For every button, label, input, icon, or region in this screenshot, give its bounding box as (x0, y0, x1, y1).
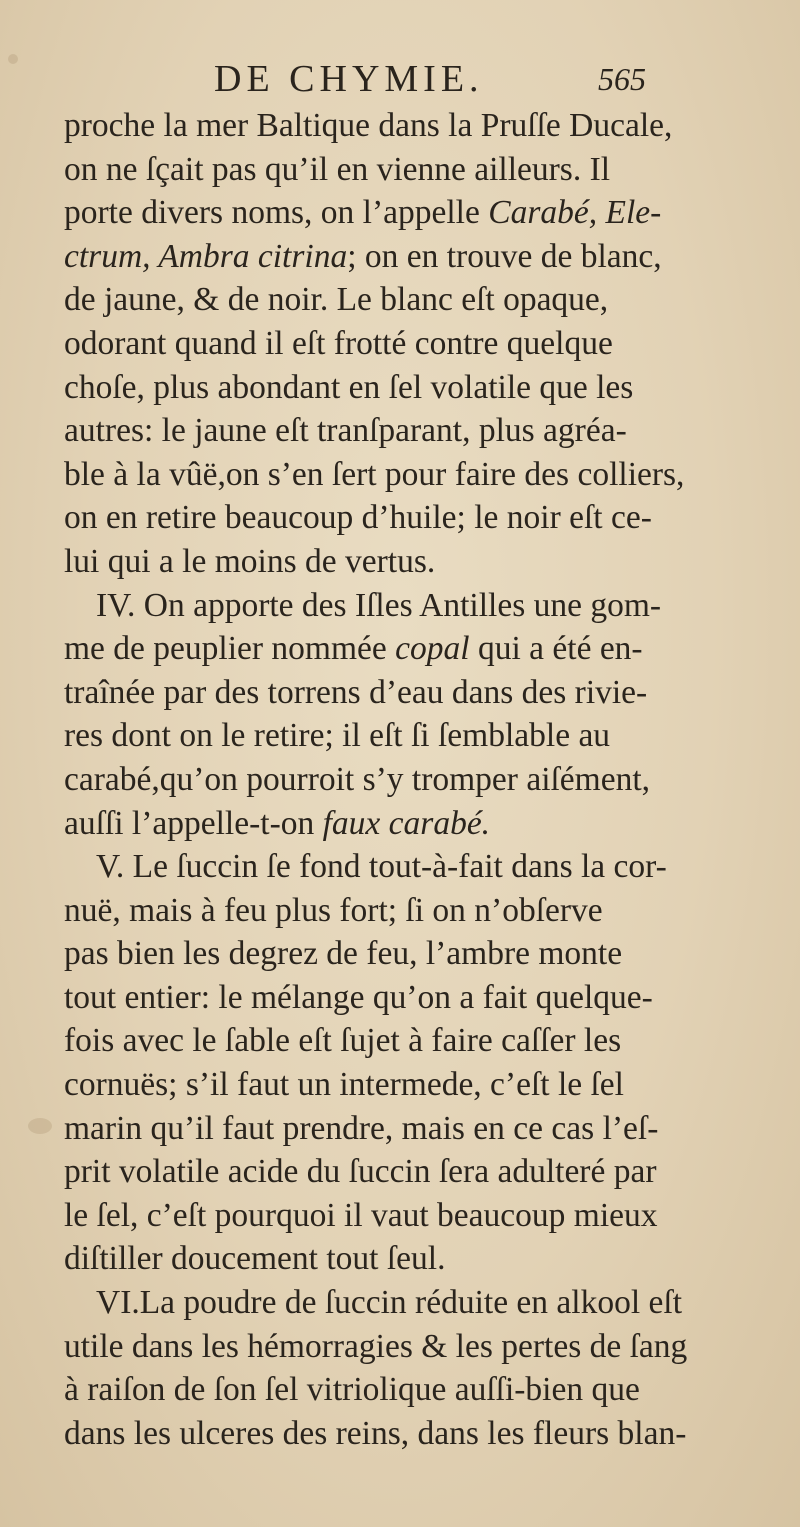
text-line (64, 627, 780, 671)
text-segment: nuë, mais à feu plus fort; ſi on n’obſerve (64, 891, 603, 929)
text-line (64, 496, 780, 540)
italic-text: copal (395, 630, 470, 668)
text-segment: diſtiller doucement tout ſeul. (64, 1240, 446, 1278)
text-line (64, 235, 780, 279)
running-title: DE CHYMIE. (214, 58, 484, 100)
text-line (64, 1150, 780, 1194)
text-segment: carabé,qu’on pourroit s’y tromper aiſément, (64, 760, 651, 798)
text-segment: tout entier: le mélange qu’on a fait quelque- (64, 978, 653, 1016)
paper-stain (28, 1118, 52, 1134)
text-line (64, 453, 780, 497)
text-segment: odorant quand il eſt frotté contre quelque (64, 324, 613, 362)
italic-text: ctrum, Ambra citrina (64, 237, 348, 275)
text-segment: ble à la vûë,on s’en ſert pour faire des colliers, (64, 455, 685, 493)
text-segment: lui qui a le moins de vertus. (64, 542, 436, 580)
text-line (64, 584, 780, 628)
text-line (64, 802, 780, 846)
text-segment: V. Le ſuccin ſe fond tout-à-fait dans la cor- (96, 848, 667, 886)
text-line (64, 889, 780, 933)
text-segment: qui a été en- (469, 630, 643, 668)
text-line (64, 1237, 780, 1281)
text-segment: auſſi l’appelle-t-on (64, 804, 323, 842)
text-segment: res dont on le retire; il eſt ſi ſemblable au (64, 717, 611, 755)
text-segment: utile dans les hémorragies & les pertes de ſang (64, 1327, 688, 1365)
page-header (0, 54, 800, 104)
text-segment: cornuës; s’il faut un intermede, c’eſt le ſel (64, 1066, 624, 1104)
text-segment: me de peuplier nommée (64, 630, 396, 668)
body-text (64, 104, 780, 1455)
text-line (64, 1019, 780, 1063)
text-line (64, 278, 780, 322)
italic-text: Carabé, Ele- (488, 194, 662, 232)
text-line (64, 1107, 780, 1151)
text-line (64, 845, 780, 889)
text-line (64, 1281, 780, 1325)
text-line (64, 366, 780, 410)
text-segment: dans les ulceres des reins, dans les fleurs blan- (64, 1414, 687, 1452)
page-number: 565 (598, 61, 646, 97)
text-line (64, 758, 780, 802)
text-line (64, 409, 780, 453)
text-line (64, 1368, 780, 1412)
text-line (64, 1194, 780, 1238)
text-line (64, 540, 780, 584)
text-segment: pas bien les degrez de feu, l’ambre monte (64, 935, 623, 973)
text-line (64, 1325, 780, 1369)
text-segment: choſe, plus abondant en ſel volatile que les (64, 368, 634, 406)
text-segment: traînée par des torrens d’eau dans des rivie- (64, 673, 648, 711)
text-line (64, 191, 780, 235)
text-segment: fois avec le ſable eſt ſujet à faire caſſer les (64, 1022, 622, 1060)
text-segment: IV. On apporte des Iſles Antilles une gom- (96, 586, 662, 624)
text-line (64, 671, 780, 715)
text-segment: le ſel, c’eſt pourquoi il vaut beaucoup mieux (64, 1196, 658, 1234)
text-segment: on ne ſçait pas qu’il en vienne ailleurs. Il (64, 150, 611, 188)
text-segment: prit volatile acide du ſuccin ſera adulteré par (64, 1153, 657, 1191)
text-segment: autres: le jaune eſt tranſparant, plus agréa- (64, 412, 627, 450)
text-segment: à raiſon de ſon ſel vitriolique auſſi-bien que (64, 1371, 640, 1409)
text-line (64, 1063, 780, 1107)
text-segment: on en retire beaucoup d’huile; le noir eſt ce- (64, 499, 652, 537)
text-line (64, 104, 780, 148)
text-segment: ; on en trouve de blanc, (347, 237, 662, 275)
text-line (64, 714, 780, 758)
text-segment: de jaune, & de noir. Le blanc eſt opaque, (64, 281, 609, 319)
text-line (64, 976, 780, 1020)
text-line (64, 148, 780, 192)
text-segment: VI.La poudre de ſuccin réduite en alkool eſt (96, 1284, 683, 1322)
text-line (64, 322, 780, 366)
text-line (64, 1412, 780, 1456)
text-segment: proche la mer Baltique dans la Pruſſe Ducale, (64, 107, 673, 144)
text-segment: marin qu’il faut prendre, mais en ce cas l’eſ- (64, 1109, 659, 1147)
text-line (64, 932, 780, 976)
italic-text: faux carabé. (322, 804, 491, 842)
text-segment: porte divers noms, on l’appelle (64, 194, 489, 232)
